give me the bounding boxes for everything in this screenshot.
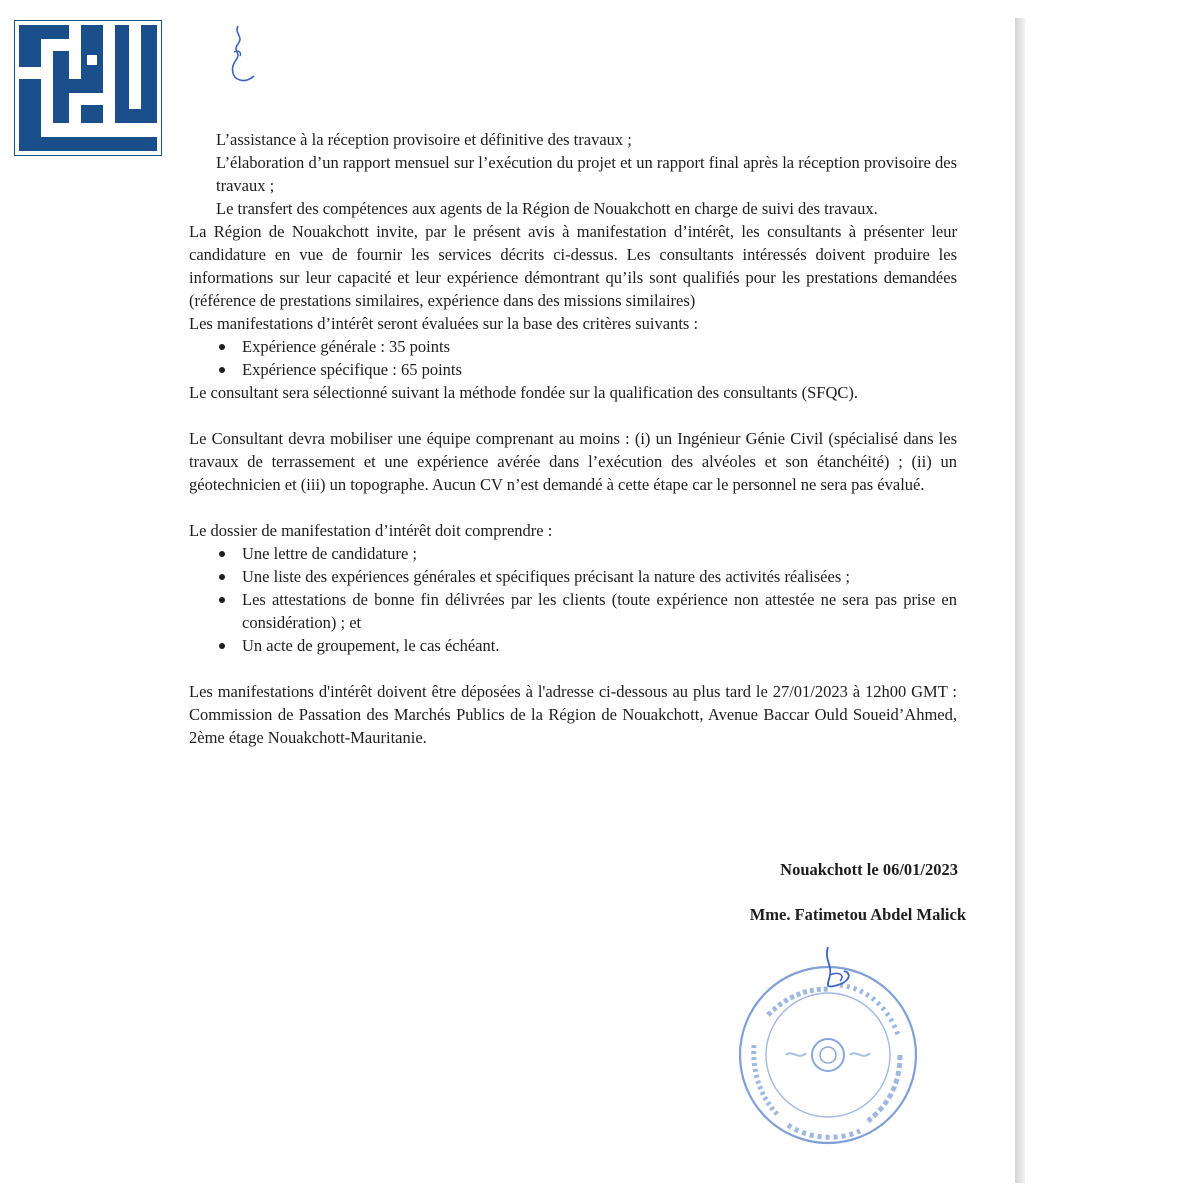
document-body <box>189 128 957 749</box>
list-item: L’assistance à la réception provisoire et définitive des travaux ; <box>216 130 632 149</box>
services-list <box>189 128 957 220</box>
list-item: Un acte de groupement, le cas échéant. <box>242 634 957 657</box>
criteria-list <box>189 335 957 381</box>
list-item: L’élaboration d’un rapport mensuel sur l’exécution du projet et un rapport final après la réception provisoire des travaux ; <box>216 153 957 195</box>
list-item: Une liste des expériences générales et spécifiques précisant la nature des activités réalisées ; <box>242 565 957 588</box>
dossier-list <box>189 542 957 657</box>
list-item: Expérience générale : 35 points <box>242 335 957 358</box>
criteria-intro: Les manifestations d’intérêt seront évaluées sur la base des critères suivants : <box>189 314 699 333</box>
team-paragraph: Le Consultant devra mobiliser une équipe comprenant au moins : (i) un Ingénieur Génie Civil (spécialisé dans les travaux de terrassement et une expérience avérée dans l’exécution des alvéoles et son étanchéité) ; (ii) un géotechnicien et (iii) un topographe. Aucun CV n’est demandé à cette étape car le personnel ne sera pas évalué. <box>189 429 957 494</box>
official-stamp <box>728 945 918 1160</box>
deadline-paragraph: Les manifestations d'intérêt doivent être déposées à l'adresse ci-dessous au plus tard le 27/01/2023 à 12h00 GMT : Commission de Passation des Marchés Publics de la Région de Nouakchott, Avenue Baccar Ould Soueid’Ahmed, 2ème étage Nouakchott-Mauritanie. <box>189 682 957 747</box>
list-item: Expérience spécifique : 65 points <box>242 358 957 381</box>
dossier-intro: Le dossier de manifestation d’intérêt doit comprendre : <box>189 521 553 540</box>
selection-method-paragraph: Le consultant sera sélectionné suivant la méthode fondée sur la qualification des consultants (SFQC). <box>189 383 858 402</box>
invitation-paragraph: La Région de Nouakchott invite, par le présent avis à manifestation d’intérêt, les consultants à présenter leur candidature en vue de fournir les services décrits ci-dessus. Les consultants intéressés doivent produire les informations sur leur capacité et leur expérience démontrant qu’ils sont qualifiés pour les prestations demandées (référence de prestations similaires, expérience dans des missions similaires) <box>189 222 957 310</box>
paraph-signature <box>220 22 260 93</box>
list-item: Le transfert des compétences aux agents de la Région de Nouakchott en charge de suivi des travaux. <box>216 199 878 218</box>
place-date: Nouakchott le 06/01/2023 <box>780 860 958 879</box>
signer-name: Mme. Fatimetou Abdel Malick <box>749 905 966 924</box>
logo <box>14 20 162 156</box>
page-edge <box>1015 18 1025 1183</box>
handwritten-signature-icon <box>220 22 260 88</box>
list-item: Une lettre de candidature ; <box>242 542 957 565</box>
list-item: Les attestations de bonne fin délivrées par les clients (toute expérience non attestée ne sera pas prise en considération) ; et <box>242 590 957 632</box>
square-kufic-logo-icon <box>15 21 161 155</box>
official-seal-stamp-icon <box>728 945 918 1155</box>
